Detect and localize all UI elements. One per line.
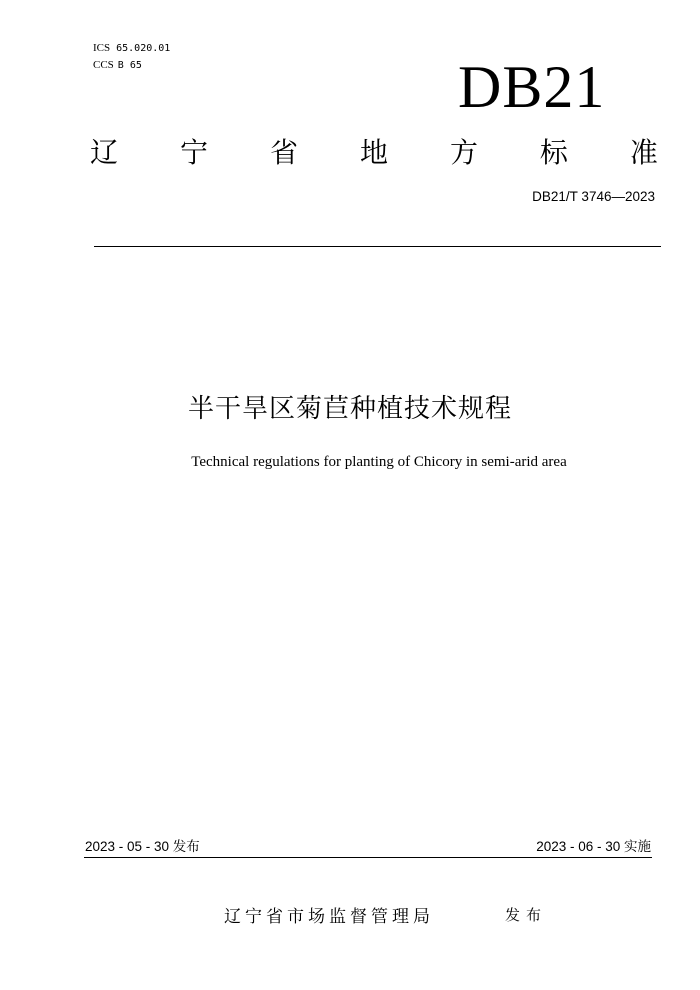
standard-category-title xyxy=(90,133,658,173)
document-title: 半干旱区菊苣种植技术规程 xyxy=(187,394,512,424)
implement-date: 2023 - 06 - 30 实施 xyxy=(536,839,651,854)
publish-date: 2023 - 05 - 30 发布 xyxy=(85,839,200,854)
standard-title-char: 地 xyxy=(359,136,388,169)
ics-code xyxy=(93,42,170,55)
db-logo: DB21 xyxy=(458,54,606,120)
header-divider xyxy=(94,246,661,247)
standard-title-char: 辽 xyxy=(90,136,119,169)
standard-title-char: 准 xyxy=(629,136,658,169)
standard-title-char: 宁 xyxy=(179,136,208,169)
footer-divider xyxy=(84,857,652,858)
issuing-authority: 辽宁省市场监督管理局 xyxy=(224,907,434,927)
document-subtitle: Technical regulations for planting of Chicory in semi-arid area xyxy=(191,454,567,470)
ccs-label: CCS xyxy=(93,59,114,71)
ics-label: ICS xyxy=(93,42,111,54)
standard-title-char: 标 xyxy=(539,136,568,169)
issue-label: 发布 xyxy=(505,906,548,924)
standard-title-char: 省 xyxy=(269,136,298,169)
ics-value: 65.020.01 xyxy=(116,43,171,54)
standard-title-char: 方 xyxy=(449,136,478,169)
standard-number: DB21/T 3746—2023 xyxy=(532,189,655,204)
ccs-value: B 65 xyxy=(117,60,142,71)
ccs-code xyxy=(93,59,142,72)
